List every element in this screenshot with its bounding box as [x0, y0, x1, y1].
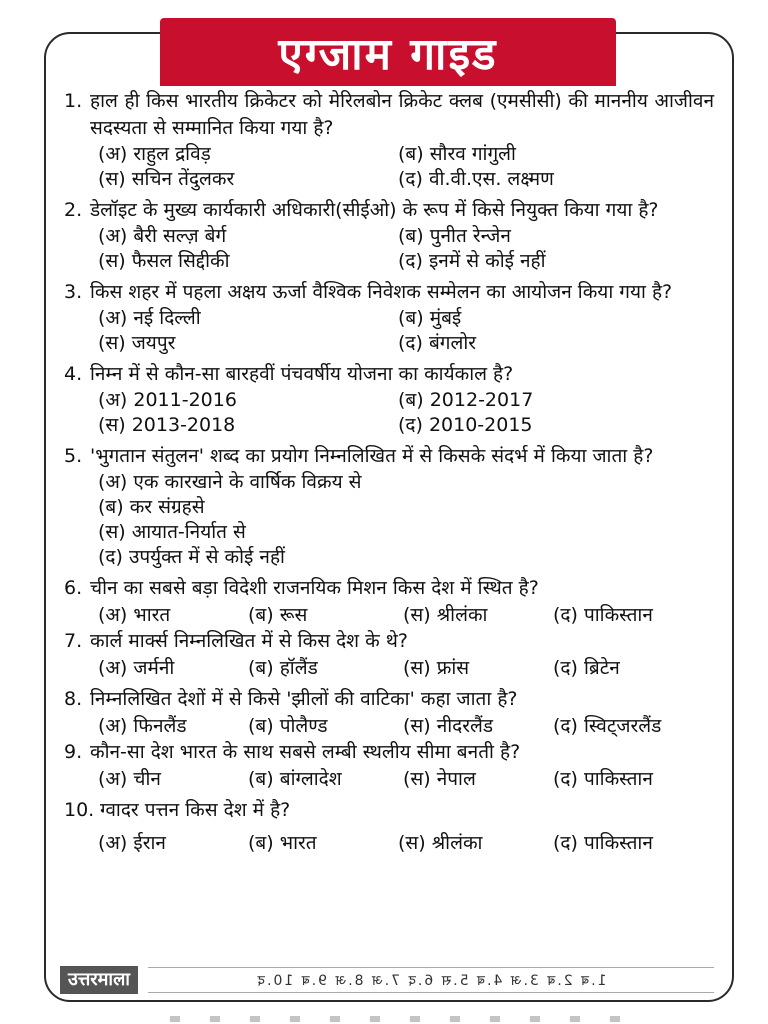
option-b: (ब) बांग्लादेश [248, 768, 342, 790]
question-7 [64, 628, 714, 681]
option-c: (स) आयात-निर्यात से [98, 521, 246, 543]
question-4 [64, 361, 714, 438]
option-b: (ब) पुनीत रेन्जेन [398, 225, 511, 247]
option-d: (द) वी.वी.एस. लक्ष्मण [398, 168, 554, 190]
question-text: ग्वादर पत्तन किस देश में है? [100, 799, 291, 821]
question-number: 8. [64, 688, 83, 710]
question-3 [64, 279, 714, 356]
option-c: (स) नीदरलैंड [403, 715, 494, 737]
option-b: (ब) कर संग्रहसे [98, 496, 205, 518]
question-8 [64, 686, 714, 739]
option-b: (ब) 2012-2017 [398, 389, 534, 411]
answer-key-bar [60, 966, 714, 994]
question-text: कार्ल मार्क्स निम्नलिखित में से किस देश के थे? [90, 630, 408, 652]
option-a: (अ) फिनलैंड [98, 715, 187, 737]
option-a: (अ) ईरान [98, 832, 166, 854]
answer-key-label: उत्तरमाला [60, 966, 138, 994]
option-c: (स) 2013-2018 [98, 414, 236, 436]
question-text: चीन का सबसे बड़ा विदेशी राजनयिक मिशन किस देश में स्थित है? [90, 577, 539, 599]
option-d: (द) पाकिस्तान [553, 832, 653, 854]
question-number: 4. [64, 363, 83, 385]
option-a: (अ) भारत [98, 604, 171, 626]
option-d: (द) 2010-2015 [398, 414, 533, 436]
option-c: (स) फ्रांस [403, 657, 470, 679]
answer-key-text: 1.ब 2.ब 3.अ 4.ब 5.स 6.द 7.अ 8.अ 9.ब 10.द [148, 967, 714, 993]
option-b: (ब) सौरव गांगुली [398, 143, 516, 165]
question-number: 5. [64, 445, 83, 467]
banner-title: एग्जाम गाइड [278, 29, 498, 80]
title-banner [160, 18, 616, 86]
option-a: (अ) राहुल द्रविड़ [98, 143, 211, 165]
question-text: निम्न में से कौन-सा बारहवीं पंचवर्षीय योजना का कार्यकाल है? [90, 363, 514, 385]
question-2 [64, 197, 714, 274]
question-1 [64, 88, 714, 192]
question-number: 9. [64, 741, 83, 763]
option-d: (द) पाकिस्तान [553, 768, 653, 790]
option-c: (स) श्रीलंका [398, 832, 483, 854]
option-c: (स) श्रीलंका [403, 604, 488, 626]
option-d: (द) ब्रिटेन [553, 657, 620, 679]
option-c: (स) फैसल सिद्दीकी [98, 250, 230, 272]
option-a: (अ) 2011-2016 [98, 389, 237, 411]
questions-list [64, 88, 714, 856]
question-text: हाल ही किस भारतीय क्रिकेटर को मेरिलबोन क्रिकेट क्लब (एमसीसी) की माननीय आजीवन सदस्यता से सम्मानित किया गया है? [90, 90, 714, 139]
option-c: (स) नेपाल [403, 768, 476, 790]
question-text: 'भुगतान संतुलन' शब्द का प्रयोग निम्नलिखित में से किसके संदर्भ में किया जाता है? [90, 445, 654, 467]
option-d: (द) पाकिस्तान [553, 604, 653, 626]
option-a: (अ) चीन [98, 768, 161, 790]
option-b: (ब) मुंबई [398, 307, 462, 329]
question-5 [64, 443, 714, 570]
option-d: (द) स्विट्जरलैंड [553, 715, 662, 737]
question-number: 6. [64, 577, 83, 599]
option-b: (ब) हॉलैंड [248, 657, 318, 679]
question-9 [64, 739, 714, 792]
option-d: (द) इनमें से कोई नहीं [398, 250, 546, 272]
question-text: कौन-सा देश भारत के साथ सबसे लम्बी स्थलीय सीमा बनती है? [90, 741, 521, 763]
option-a: (अ) नई दिल्ली [98, 307, 201, 329]
option-d: (द) बंगलोर [398, 332, 477, 354]
question-10 [64, 797, 714, 856]
bottom-text-strip [170, 1016, 650, 1022]
option-c: (स) जयपुर [98, 332, 176, 354]
question-number: 7. [64, 630, 83, 652]
question-number: 2. [64, 199, 83, 221]
question-number: 1. [64, 90, 83, 112]
option-b: (ब) पोलैण्ड [248, 715, 328, 737]
question-text: निम्नलिखित देशों में से किसे 'झीलों की वाटिका' कहा जाता है? [90, 688, 518, 710]
question-number: 3. [64, 281, 83, 303]
option-a: (अ) एक कारखाने के वार्षिक विक्रय से [98, 471, 362, 493]
option-a: (अ) जर्मनी [98, 657, 175, 679]
option-d: (द) उपर्युक्त में से कोई नहीं [98, 546, 285, 568]
question-number: 10. [64, 799, 95, 821]
option-b: (ब) रूस [248, 604, 308, 626]
question-text: किस शहर में पहला अक्षय ऊर्जा वैश्विक निवेशक सम्मेलन का आयोजन किया गया है? [90, 281, 673, 303]
question-text: डेलॉइट के मुख्य कार्यकारी अधिकारी(सीईओ) के रूप में किसे नियुक्त किया गया है? [90, 199, 659, 221]
question-6 [64, 575, 714, 628]
option-a: (अ) बैरी सल्ज़ बेर्ग [98, 225, 227, 247]
option-b: (ब) भारत [248, 832, 317, 854]
option-c: (स) सचिन तेंदुलकर [98, 168, 235, 190]
